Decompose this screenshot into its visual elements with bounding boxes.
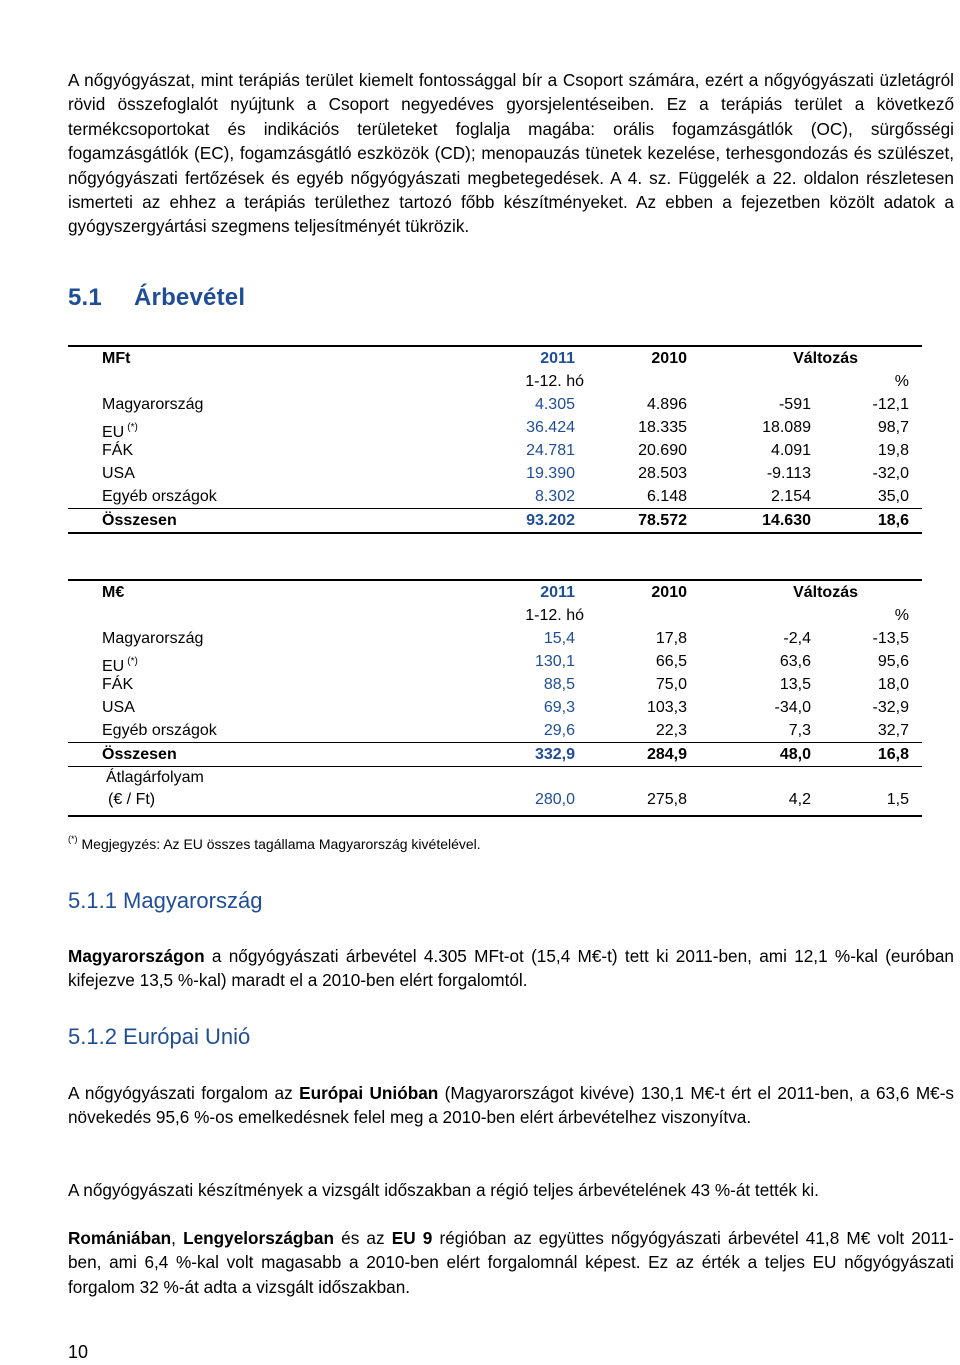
value-2010: 75,0	[655, 676, 687, 693]
section-number: 5.1	[68, 284, 102, 311]
section-title: Árbevétel	[134, 284, 246, 311]
subsection-heading-eu: 5.1.2 Európai Unió	[68, 1024, 251, 1049]
subsection-heading-hungary: 5.1.1 Magyarország	[68, 888, 263, 913]
value-percent: 18,0	[877, 676, 909, 693]
value-percent: 32,7	[877, 722, 909, 739]
value-2011: 69,3	[543, 699, 575, 716]
bold-term: Európai Unióban	[299, 1083, 439, 1103]
value-2010: 18.335	[638, 419, 687, 436]
value-change: -591	[778, 396, 811, 413]
paragraph-text: és az	[333, 1228, 392, 1248]
value-percent: -32,9	[872, 699, 909, 716]
value-change: -2,4	[783, 630, 811, 647]
col-2010: 2010	[651, 350, 687, 367]
paragraph-text: régióban az együttes nőgyógyászati árbevétel 41,8 M€ volt 2011-ben, ami 6,4 %-kal volt magasabb a 2010-ben elért forgalomnál képest. Ez az érték a teljes EU nőgyógyászati forgalom 32 %-át adta a vizsgált időszakban.	[68, 1228, 954, 1297]
bold-term: Magyarországon	[68, 946, 205, 966]
col-change: Változás	[793, 350, 858, 367]
paragraph-text: ,	[171, 1228, 184, 1248]
value-2011: 15,4	[543, 630, 575, 647]
value-2011: 19.390	[526, 465, 575, 482]
footnote-text: Megjegyzés: Az EU összes tagállama Magyarország kivételével.	[81, 836, 481, 852]
exchange-rate-unit: (€ / Ft)	[108, 791, 156, 808]
row-label-text: EU	[102, 658, 125, 675]
intro-paragraph: A nőgyógyászat, mint terápiás terület kiemelt fontossággal bír a Csoport számára, ezért a nőgyógyászati üzletágról rövid összefoglalót nyújtunk a Csoport negyedéves gyorsjelentéseiben. Ez a terápiás terület a következő termékcsoportokat és indikációs területeket foglalja magába: orális fogamzásgátlók (OC), sürgősségi fogamzásgátlók (EC), fogamzásgátló eszközök (CD); menopauzás tünetek kezelése, terhesgondozás és szülészet, nőgyógyászati fertőzések és egyéb nőgyógyászati megbetegedések. A 4. sz. Függelék a 22. oldalon részletesen ismerteti az ehhez a terápiás területhez tartozó főbb készítményeket. Az ebben a fejezetben közölt adatok a gyógyszergyártási szegmens teljesítményét tükrözik.	[68, 70, 954, 237]
value-percent: 98,7	[877, 419, 909, 436]
total-change: 14.630	[762, 512, 811, 529]
paragraph-text: A nőgyógyászati forgalom az	[68, 1083, 300, 1103]
value-2011: 4.305	[534, 396, 575, 413]
eu-paragraph-2: A nőgyógyászati készítmények a vizsgált időszakban a régió teljes árbevételének 43 %-át tették ki.	[68, 1180, 819, 1200]
period-label: 1-12. hó	[525, 607, 584, 624]
value-2011: 130,1	[534, 653, 575, 670]
percent-label: %	[894, 607, 909, 624]
row-label: FÁK	[102, 442, 134, 459]
footnote-marker: (*)	[127, 422, 138, 433]
table-row	[68, 462, 922, 485]
col-2011: 2011	[540, 350, 575, 367]
value-2010: 66,5	[655, 653, 687, 670]
row-label: USA	[102, 699, 135, 716]
total-2011: 332,9	[534, 746, 575, 763]
hungary-paragraph	[68, 944, 954, 993]
row-label: Magyarország	[102, 630, 204, 647]
percent-label: %	[894, 373, 909, 390]
value-2010: 22,3	[655, 722, 687, 739]
value-percent: 95,6	[877, 653, 909, 670]
value-2011: 88,5	[543, 676, 575, 693]
table-header-row	[68, 581, 922, 604]
col-2011: 2011	[540, 584, 575, 601]
table-total-row	[68, 742, 922, 766]
exchange-rate-label: Átlagárfolyam	[106, 769, 204, 786]
rate-2010: 275,8	[646, 791, 687, 808]
row-label: Egyéb országok	[102, 488, 217, 505]
value-2011: 8.302	[534, 488, 575, 505]
rate-change: 4,2	[788, 791, 811, 808]
value-2010: 6.148	[646, 488, 687, 505]
page-number: 10	[68, 1342, 89, 1362]
row-label: FÁK	[102, 676, 134, 693]
table-row	[68, 719, 922, 742]
total-percent: 18,6	[877, 512, 909, 529]
value-change: 2.154	[770, 488, 811, 505]
footnote-marker: (*)	[127, 656, 138, 667]
value-percent: -13,5	[872, 630, 909, 647]
row-label-text: EU	[102, 424, 125, 441]
table-row	[68, 627, 922, 650]
bold-term: Lengyelországban	[183, 1228, 334, 1248]
table-row	[68, 696, 922, 719]
value-change: -9.113	[766, 465, 811, 482]
bold-term: EU 9	[391, 1228, 433, 1248]
value-2010: 17,8	[655, 630, 687, 647]
table-header-row	[68, 347, 922, 370]
total-percent: 16,8	[877, 746, 909, 763]
unit-label: MFt	[102, 350, 131, 367]
col-2010: 2010	[651, 584, 687, 601]
table-row	[68, 485, 922, 508]
table-subheader-row	[68, 370, 922, 393]
bold-term: Romániában	[68, 1228, 172, 1248]
footnote	[68, 830, 481, 853]
total-2011: 93.202	[526, 512, 575, 529]
value-percent: -12,1	[872, 396, 909, 413]
eu-paragraph-3	[68, 1226, 954, 1299]
value-change: 18.089	[762, 419, 811, 436]
revenue-table-mft	[68, 345, 922, 534]
footnote-marker: (*)	[68, 834, 78, 844]
value-2010: 103,3	[646, 699, 687, 716]
row-label: Egyéb országok	[102, 722, 217, 739]
table-row	[68, 439, 922, 462]
value-percent: -32,0	[872, 465, 909, 482]
value-2010: 4.896	[646, 396, 687, 413]
row-label: Magyarország	[102, 396, 204, 413]
table-row	[68, 393, 922, 416]
total-change: 48,0	[779, 746, 811, 763]
unit-label: M€	[102, 584, 125, 601]
eu-paragraph-1	[68, 1081, 954, 1130]
total-label: Összesen	[102, 512, 177, 529]
period-label: 1-12. hó	[525, 373, 584, 390]
table-row	[68, 673, 922, 696]
rate-percent: 1,5	[886, 791, 909, 808]
paragraph-text: a nőgyógyászati árbevétel 4.305 MFt-ot (15,4 M€-t) tett ki 2011-ben, ami 12,1 %-kal (euróban kifejezve 13,5 %-kal) maradt el a 2010-ben elért forgalomtól.	[68, 946, 954, 991]
total-2010: 78.572	[638, 512, 687, 529]
value-change: 7,3	[788, 722, 811, 739]
table-total-row	[68, 508, 922, 532]
paragraph-text: (Magyarországot kivéve) 130,1 M€-t ért el 2011-ben, a 63,6 M€-s növekedés 95,6 %-os emelkedésnek felel meg a 2010-ben elért árbevételhez viszonyítva.	[68, 1083, 955, 1128]
value-2010: 20.690	[638, 442, 687, 459]
section-heading	[68, 284, 245, 312]
value-2011: 36.424	[526, 419, 575, 436]
exchange-rate-row	[68, 766, 922, 815]
value-2010: 28.503	[638, 465, 687, 482]
row-label: USA	[102, 465, 135, 482]
revenue-table-eur	[68, 579, 922, 817]
total-label: Összesen	[102, 746, 177, 763]
rate-2011: 280,0	[534, 791, 575, 808]
table-row	[68, 650, 922, 673]
total-2010: 284,9	[646, 746, 687, 763]
value-2011: 24.781	[526, 442, 575, 459]
value-change: -34,0	[774, 699, 811, 716]
value-2011: 29,6	[543, 722, 575, 739]
value-change: 4.091	[770, 442, 811, 459]
table-subheader-row	[68, 604, 922, 627]
value-change: 63,6	[779, 653, 811, 670]
value-percent: 35,0	[877, 488, 909, 505]
value-change: 13,5	[779, 676, 811, 693]
table-row	[68, 416, 922, 439]
col-change: Változás	[793, 584, 858, 601]
value-percent: 19,8	[877, 442, 909, 459]
